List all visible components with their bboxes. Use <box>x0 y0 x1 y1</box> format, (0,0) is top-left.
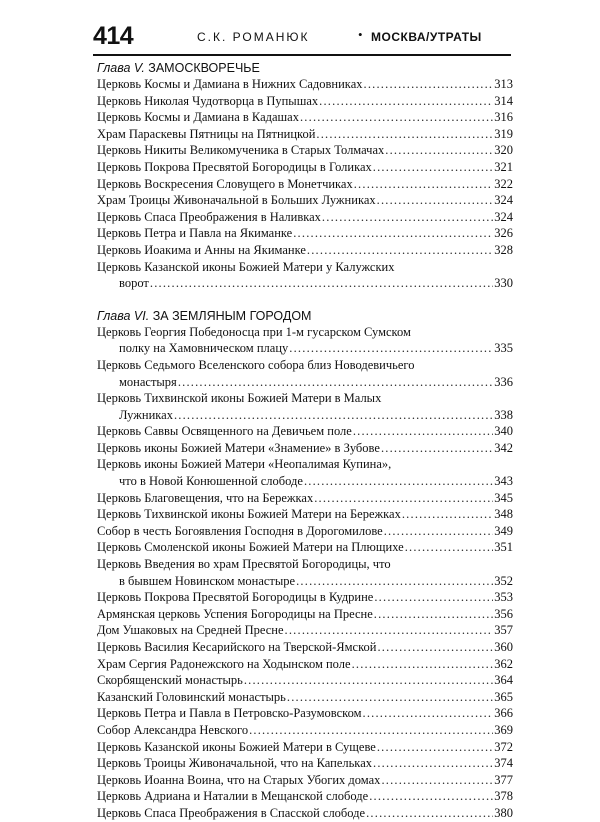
dot-leader <box>289 340 493 357</box>
dot-leader <box>377 639 493 656</box>
dot-leader <box>385 142 493 159</box>
entry-page-number: 342 <box>494 440 513 455</box>
dot-leader <box>178 374 493 391</box>
toc-entry <box>97 539 513 556</box>
dot-leader <box>364 76 494 93</box>
entry-title: Церковь Георгия Победоносца при 1-м гусарском Сумском <box>97 324 411 339</box>
toc-entry <box>97 755 513 772</box>
entry-page-number: 321 <box>494 159 513 174</box>
entry-title: Церковь Покрова Пресвятой Богородицы в Голиках <box>97 159 372 174</box>
entry-title: Казанский Головинский монастырь <box>97 689 286 704</box>
entry-title: Церковь иконы Божией Матери «Знамение» в Зубове <box>97 440 380 455</box>
toc-entry <box>97 209 513 226</box>
entry-page-number: 320 <box>494 143 513 158</box>
entry-page-number: 374 <box>494 756 513 771</box>
entry-page-number: 343 <box>494 474 513 489</box>
dot-leader <box>300 109 493 126</box>
entry-title: Церковь Казанской иконы Божией Матери у Калужских <box>97 259 395 274</box>
toc-entry <box>97 423 513 440</box>
entry-title-continuation: полку на Хамовническом плацу <box>119 341 289 356</box>
entry-title-continuation: ворот <box>119 276 149 291</box>
entry-title: Армянская церковь Успения Богородицы на Пресне <box>97 606 373 621</box>
header-rule <box>93 54 511 56</box>
toc-entry <box>97 772 513 789</box>
entry-title: Церковь Саввы Освященного на Девичьем поле <box>97 424 352 439</box>
toc-entry <box>97 109 513 126</box>
entry-title: Скорбященский монастырь <box>97 673 243 688</box>
dot-leader <box>405 539 494 556</box>
entry-title: Церковь Иоанна Воина, что на Старых Убогих домах <box>97 772 381 787</box>
toc-entry <box>97 440 513 457</box>
entry-title: Храм Сергия Радонежского на Ходынском поле <box>97 656 351 671</box>
dot-leader <box>363 705 494 722</box>
chapter-label: Глава V. <box>97 61 145 75</box>
entry-page-number: 328 <box>494 242 513 257</box>
dot-leader <box>366 805 493 822</box>
toc-entry <box>97 606 513 623</box>
entry-page-number: 322 <box>494 176 513 191</box>
entry-title: Церковь Спаса Преображения в Спасской слободе <box>97 805 366 820</box>
entry-title: Церковь Тихвинской иконы Божией Матери на Бережках <box>97 507 401 522</box>
entry-page-number: 356 <box>494 606 513 621</box>
entry-page-number: 314 <box>494 93 513 108</box>
running-header <box>93 22 511 56</box>
entry-page-number: 365 <box>494 689 513 704</box>
entry-title: Церковь Седьмого Вселенского собора близ Новодевичьего <box>97 357 415 372</box>
entry-page-number: 336 <box>494 374 513 389</box>
dot-leader <box>352 656 494 673</box>
toc-entry <box>97 739 513 756</box>
toc-entry <box>97 506 513 523</box>
entry-title: Церковь Космы и Дамиана в Кадашах <box>97 110 299 125</box>
dot-leader <box>384 523 494 540</box>
entry-title: Церковь Василия Кесарийского на Тверской-Ямской <box>97 640 377 654</box>
toc-entry <box>97 192 513 209</box>
dot-leader <box>287 689 493 706</box>
toc-entry <box>97 93 513 110</box>
dot-leader <box>307 242 493 259</box>
table-of-contents <box>97 60 513 822</box>
dot-leader <box>314 490 493 507</box>
entry-page-number: 352 <box>494 573 513 588</box>
toc-entry <box>97 324 513 341</box>
dot-leader <box>244 672 493 689</box>
entry-title: Собор в честь Богоявления Господня в Дорогомилове <box>97 523 383 538</box>
toc-entry <box>97 523 513 540</box>
toc-entry <box>97 126 513 143</box>
toc-entry-continuation <box>97 573 513 590</box>
entry-page-number: 316 <box>494 110 513 125</box>
entry-page-number: 348 <box>494 507 513 522</box>
entry-title: Церковь Никиты Великомученика в Старых Толмачах <box>97 143 385 158</box>
dot-leader <box>150 275 493 292</box>
toc-entry-continuation <box>97 275 513 292</box>
entry-title: Храм Параскевы Пятницы на Пятницкой <box>97 126 316 141</box>
toc-entry-continuation <box>97 374 513 391</box>
toc-entry <box>97 656 513 673</box>
entry-title: Церковь Адриана и Наталии в Мещанской слободе <box>97 789 369 804</box>
running-author: С.К. РОМАНЮК <box>197 30 310 44</box>
toc-entry-continuation <box>97 340 513 357</box>
entry-title-continuation: Лужниках <box>119 407 173 422</box>
running-book-title: МОСКВА/УТРАТЫ <box>371 30 482 44</box>
entry-title: Церковь Смоленской иконы Божией Матери на Плющихе <box>97 540 404 555</box>
bullet-separator: • <box>358 27 363 42</box>
toc-entry <box>97 639 513 656</box>
dot-leader <box>322 209 493 226</box>
entry-page-number: 364 <box>494 673 513 688</box>
dot-leader <box>354 176 494 193</box>
toc-entry <box>97 556 513 573</box>
entry-page-number: 372 <box>494 739 513 754</box>
dot-leader <box>353 423 493 440</box>
dot-leader <box>285 622 494 639</box>
entry-page-number: 349 <box>494 523 513 538</box>
dot-leader <box>373 159 493 176</box>
toc-entry-continuation <box>97 473 513 490</box>
entry-page-number: 324 <box>494 209 513 224</box>
entry-page-number: 380 <box>494 805 513 820</box>
entry-page-number: 345 <box>494 490 513 505</box>
toc-entry-continuation <box>97 407 513 424</box>
dot-leader <box>377 192 494 209</box>
dot-leader <box>316 126 493 143</box>
entry-title: Собор Александра Невского <box>97 722 249 737</box>
dot-leader <box>373 755 493 772</box>
entry-page-number: 360 <box>494 640 513 654</box>
entry-page-number: 377 <box>494 772 513 787</box>
chapter-title: ЗАМОСКВОРЕЧЬЕ <box>148 61 260 75</box>
entry-title: Церковь Покрова Пресвятой Богородицы в Кудрине <box>97 590 374 605</box>
toc-entry <box>97 159 513 176</box>
entry-title: Церковь Спаса Преображения в Наливках <box>97 209 321 224</box>
dot-leader <box>304 473 493 490</box>
toc-entry <box>97 805 513 822</box>
entry-page-number: 319 <box>494 126 513 141</box>
dot-leader <box>381 772 493 789</box>
chapter-heading <box>97 60 513 76</box>
entry-page-number: 335 <box>494 341 513 356</box>
entry-page-number: 353 <box>494 590 513 605</box>
toc-entry <box>97 672 513 689</box>
entry-title: Церковь Казанской иконы Божией Матери в Сущеве <box>97 739 376 754</box>
entry-title: Церковь Космы и Дамиана в Нижних Садовниках <box>97 77 363 91</box>
entry-title: Церковь Петра и Павла в Петровско-Разумовском <box>97 706 362 721</box>
chapter-title: ЗА ЗЕМЛЯНЫМ ГОРОДОМ <box>152 308 312 323</box>
entry-page-number: 340 <box>494 424 513 439</box>
entry-title: Церковь Тихвинской иконы Божией Матери в Малых <box>97 391 382 406</box>
entry-title: Храм Троицы Живоначальной в Больших Лужниках <box>97 193 376 208</box>
entry-page-number: 351 <box>494 540 513 555</box>
entry-title: Церковь иконы Божией Матери «Неопалимая Купина», <box>97 457 392 472</box>
toc-entry <box>97 722 513 739</box>
toc-entry <box>97 589 513 606</box>
entry-title-continuation: что в Новой Конюшенной слободе <box>119 474 303 489</box>
toc-entry <box>97 622 513 639</box>
toc-entry <box>97 390 513 407</box>
dot-leader <box>374 606 493 623</box>
dot-leader <box>381 440 493 457</box>
entry-page-number: 357 <box>494 623 513 638</box>
entry-page-number: 338 <box>494 407 513 422</box>
entry-page-number: 326 <box>494 226 513 241</box>
dot-leader <box>402 506 493 523</box>
entry-title: Церковь Благовещения, что на Бережках <box>97 490 314 505</box>
dot-leader <box>374 589 493 606</box>
entry-title: Церковь Иоакима и Анны на Якиманке <box>97 242 306 257</box>
entry-page-number: 313 <box>494 77 513 91</box>
toc-entry <box>97 76 513 93</box>
chapter-heading <box>97 308 513 324</box>
toc-entry <box>97 142 513 159</box>
chapter-label: Глава VI. <box>97 308 150 323</box>
toc-entry <box>97 689 513 706</box>
entry-title: Дом Ушаковых на Средней Пресне <box>97 623 284 638</box>
entry-page-number: 366 <box>494 706 513 721</box>
entry-page-number: 369 <box>494 722 513 737</box>
dot-leader <box>249 722 493 739</box>
entry-page-number: 378 <box>494 789 513 804</box>
entry-title: Церковь Николая Чудотворца в Пупышах <box>97 93 319 108</box>
toc-entry <box>97 357 513 374</box>
entry-page-number: 362 <box>494 656 513 671</box>
toc-entry <box>97 225 513 242</box>
entry-page-number: 324 <box>494 193 513 208</box>
entry-title: Церковь Петра и Павла на Якиманке <box>97 226 293 241</box>
toc-entry <box>97 242 513 259</box>
entry-title-continuation: монастыря <box>119 374 177 389</box>
dot-leader <box>293 225 493 242</box>
dot-leader <box>174 407 493 424</box>
toc-entry <box>97 490 513 507</box>
toc-entry <box>97 456 513 473</box>
entry-title: Церковь Троицы Живоначальной, что на Капельках <box>97 756 372 771</box>
dot-leader <box>296 573 493 590</box>
entry-title-continuation: в бывшем Новинском монастыре <box>119 573 296 588</box>
entry-title: Церковь Воскресения Словущего в Монетчиках <box>97 176 353 191</box>
page-number: 414 <box>93 22 134 50</box>
toc-entry <box>97 788 513 805</box>
entry-title: Церковь Введения во храм Пресвятой Богородицы, что <box>97 557 391 572</box>
toc-entry <box>97 705 513 722</box>
dot-leader <box>369 788 493 805</box>
dot-leader <box>377 739 493 756</box>
dot-leader <box>319 93 493 110</box>
entry-page-number: 330 <box>494 276 513 291</box>
toc-entry <box>97 176 513 193</box>
toc-entry <box>97 259 513 276</box>
